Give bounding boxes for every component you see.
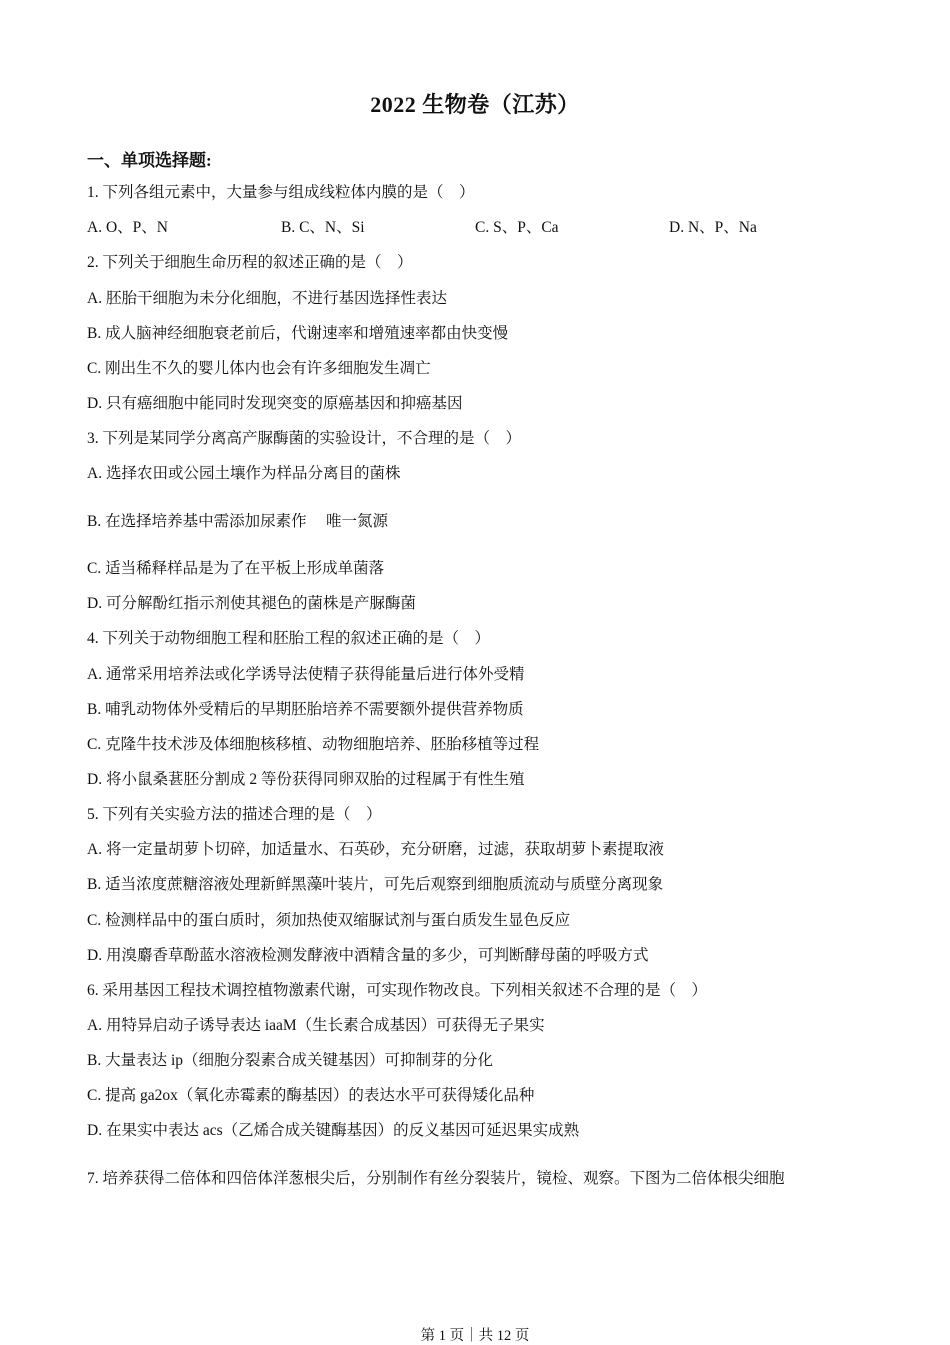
question-5-option-c: C. 检测样品中的蛋白质时，须加热使双缩脲试剂与蛋白质发生显色反应 bbox=[87, 912, 571, 929]
question-6-option-c: C. 提高 ga2ox（氧化赤霉素的酶基因）的表达水平可获得矮化品种 bbox=[87, 1087, 535, 1104]
question-4-option-b: B. 哺乳动物体外受精后的早期胚胎培养不需要额外提供营养物质 bbox=[87, 701, 524, 718]
question-2-option-d: D. 只有癌细胞中能同时发现突变的原癌基因和抑癌基因 bbox=[87, 395, 463, 412]
question-1-stem: 1. 下列各组元素中，大量参与组成线粒体内膜的是（ ） bbox=[87, 184, 475, 201]
question-4-stem: 4. 下列关于动物细胞工程和胚胎工程的叙述正确的是（ ） bbox=[87, 630, 491, 647]
question-3-option-d: D. 可分解酚红指示剂使其褪色的菌株是产脲酶菌 bbox=[87, 595, 416, 612]
question-3-option-b: B. 在选择培养基中需添加尿素作 唯一氮源 bbox=[87, 513, 388, 530]
section-heading: 一、单项选择题: bbox=[87, 151, 212, 170]
question-4-option-a: A. 通常采用培养法或化学诱导法使精子获得能量后进行体外受精 bbox=[87, 666, 525, 683]
question-4-option-c: C. 克隆牛技术涉及体细胞核移植、动物细胞培养、胚胎移植等过程 bbox=[87, 736, 540, 753]
question-3-option-a: A. 选择农田或公园土壤作为样品分离目的菌株 bbox=[87, 465, 401, 482]
question-6-option-a: A. 用特异启动子诱导表达 iaaM（生长素合成基因）可获得无子果实 bbox=[87, 1017, 545, 1034]
question-5-stem: 5. 下列有关实验方法的描述合理的是（ ） bbox=[87, 806, 382, 823]
question-2-option-c: C. 刚出生不久的婴儿体内也会有许多细胞发生凋亡 bbox=[87, 360, 431, 377]
question-5-option-b: B. 适当浓度蔗糖溶液处理新鲜黑藻叶装片，可先后观察到细胞质流动与质壁分离现象 bbox=[87, 876, 664, 893]
question-2-stem: 2. 下列关于细胞生命历程的叙述正确的是（ ） bbox=[87, 254, 413, 271]
question-5-option-d: D. 用溴麝香草酚蓝水溶液检测发酵液中酒精含量的多少，可判断酵母菌的呼吸方式 bbox=[87, 947, 649, 964]
question-1-options bbox=[87, 218, 867, 238]
page-footer: 第 1 页｜共 12 页 bbox=[420, 1328, 530, 1344]
question-2-option-b: B. 成人脑神经细胞衰老前后，代谢速率和增殖速率都由快变慢 bbox=[87, 325, 509, 342]
question-7-stem: 7. 培养获得二倍体和四倍体洋葱根尖后，分别制作有丝分裂装片，镜检、观察。下图为二倍体根尖细胞 bbox=[87, 1170, 785, 1187]
question-1-option-b: B. C、N、Si bbox=[281, 219, 365, 236]
question-1-option-a: A. O、P、N bbox=[87, 219, 168, 236]
question-5-option-a: A. 将一定量胡萝卜切碎，加适量水、石英砂，充分研磨，过滤，获取胡萝卜素提取液 bbox=[87, 841, 664, 858]
question-2-option-a: A. 胚胎干细胞为未分化细胞，不进行基因选择性表达 bbox=[87, 290, 447, 307]
page-title: 2022 生物卷（江苏） bbox=[370, 92, 580, 117]
question-6-stem: 6. 采用基因工程技术调控植物激素代谢，可实现作物改良。下列相关叙述不合理的是（ ） bbox=[87, 982, 708, 999]
question-1-option-c: C. S、P、Ca bbox=[475, 219, 559, 236]
question-1-option-d: D. N、P、Na bbox=[669, 219, 757, 236]
question-4-option-d: D. 将小鼠桑葚胚分割成 2 等份获得同卵双胎的过程属于有性生殖 bbox=[87, 771, 525, 788]
question-6-option-b: B. 大量表达 ip（细胞分裂素合成关键基因）可抑制芽的分化 bbox=[87, 1052, 494, 1069]
question-3-option-c: C. 适当稀释样品是为了在平板上形成单菌落 bbox=[87, 560, 385, 577]
question-6-option-d: D. 在果实中表达 acs（乙烯合成关键酶基因）的反义基因可延迟果实成熟 bbox=[87, 1122, 580, 1139]
question-3-stem: 3. 下列是某同学分离高产脲酶菌的实验设计，不合理的是（ ） bbox=[87, 430, 522, 447]
